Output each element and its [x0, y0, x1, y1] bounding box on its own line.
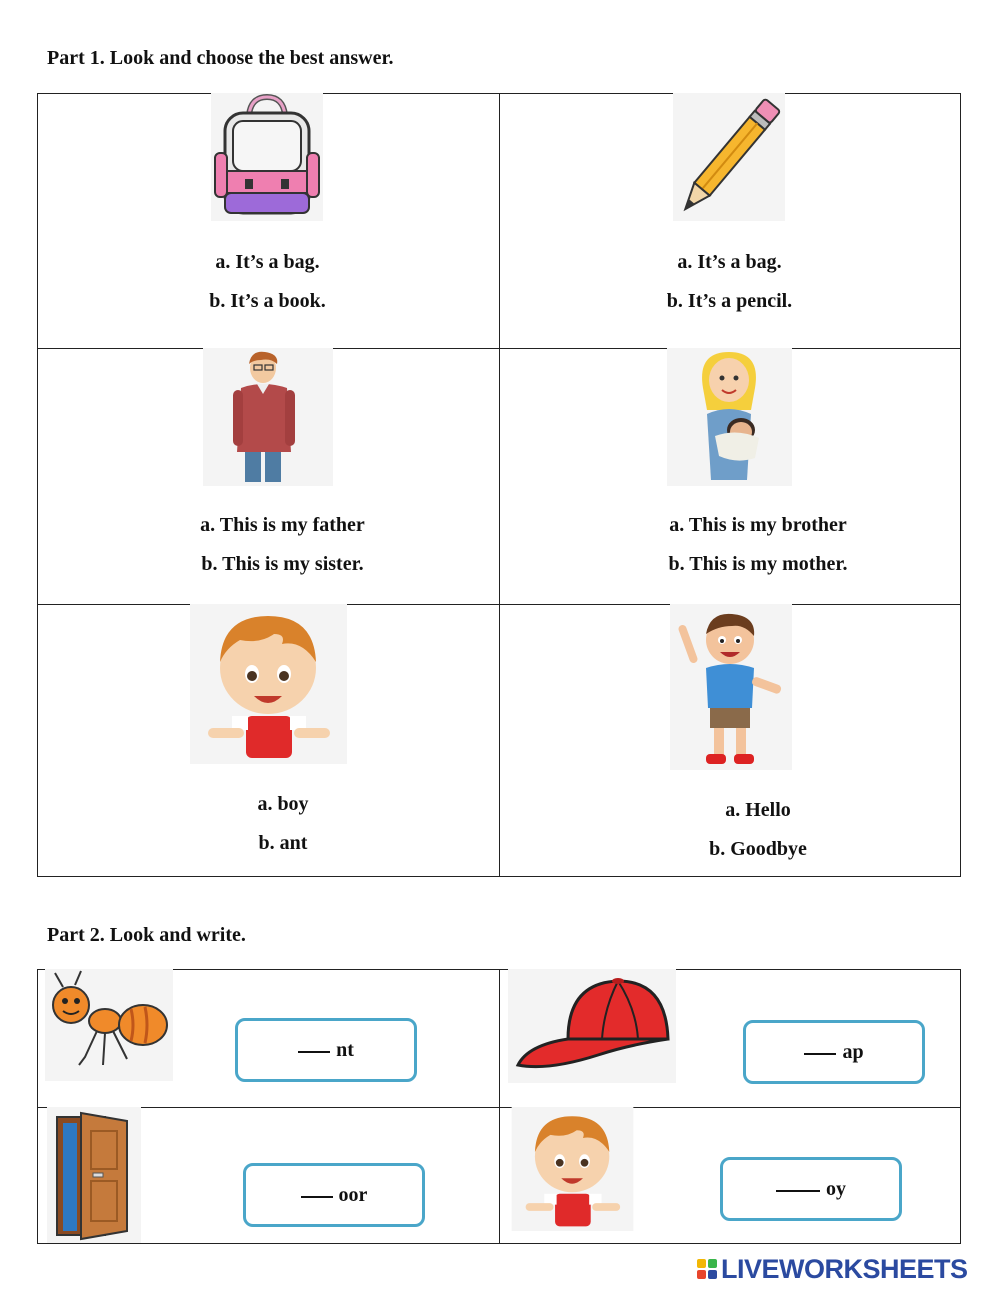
option-b[interactable]: b. This is my sister. — [201, 553, 364, 575]
door-picture — [47, 1107, 141, 1243]
options-3 — [37, 506, 528, 584]
logo-mark-icon — [697, 1259, 717, 1279]
options-6 — [499, 791, 1000, 869]
word-ending: oor — [338, 1183, 368, 1206]
options-5 — [37, 785, 529, 863]
word-ending: ap — [842, 1040, 864, 1063]
option-a[interactable]: a. This is my father — [200, 514, 365, 536]
option-a[interactable]: a. boy — [257, 793, 309, 815]
answer-box-door[interactable] — [243, 1163, 425, 1227]
part2-heading: Part 2. Look and write. — [47, 924, 246, 946]
answer-box-ant[interactable] — [235, 1018, 417, 1082]
pencil-picture — [673, 93, 785, 221]
part1-heading: Part 1. Look and choose the best answer. — [47, 47, 394, 69]
blank-line — [804, 1049, 836, 1055]
boy-picture — [190, 604, 347, 764]
answer-box-cap[interactable] — [743, 1020, 925, 1084]
option-a[interactable]: a. This is my brother — [669, 514, 847, 536]
logo-square — [697, 1270, 706, 1279]
blank-line — [298, 1047, 330, 1053]
blank-line — [301, 1192, 333, 1198]
logo-square — [708, 1259, 717, 1268]
backpack-picture — [211, 93, 323, 221]
logo-square — [708, 1270, 717, 1279]
option-b[interactable]: b. ant — [258, 832, 308, 854]
logo-square — [697, 1259, 706, 1268]
word-ending: oy — [826, 1177, 846, 1200]
ant-picture — [45, 969, 173, 1081]
word-ending: nt — [336, 1038, 354, 1061]
boy-picture-small — [508, 1107, 637, 1231]
logo-text: LIVEWORKSHEETS — [721, 1253, 968, 1284]
part1-grid — [37, 93, 961, 877]
father-picture — [203, 348, 333, 486]
option-a[interactable]: a. It’s a bag. — [215, 251, 320, 273]
answer-box-boy[interactable] — [720, 1157, 902, 1221]
blank-line — [776, 1186, 820, 1192]
options-2 — [499, 243, 960, 321]
option-b[interactable]: b. Goodbye — [709, 838, 807, 860]
option-a[interactable]: a. Hello — [725, 799, 791, 821]
waving-boy-picture — [670, 604, 792, 770]
cap-picture — [508, 969, 676, 1083]
option-b[interactable]: b. This is my mother. — [668, 553, 848, 575]
option-b[interactable]: b. It’s a book. — [209, 290, 326, 312]
mother-with-baby-picture — [667, 348, 792, 486]
options-1 — [37, 243, 498, 321]
option-b[interactable]: b. It’s a pencil. — [666, 290, 793, 312]
option-a[interactable]: a. It’s a bag. — [677, 251, 782, 273]
liveworksheets-logo — [697, 1254, 968, 1284]
options-4 — [499, 506, 1000, 584]
